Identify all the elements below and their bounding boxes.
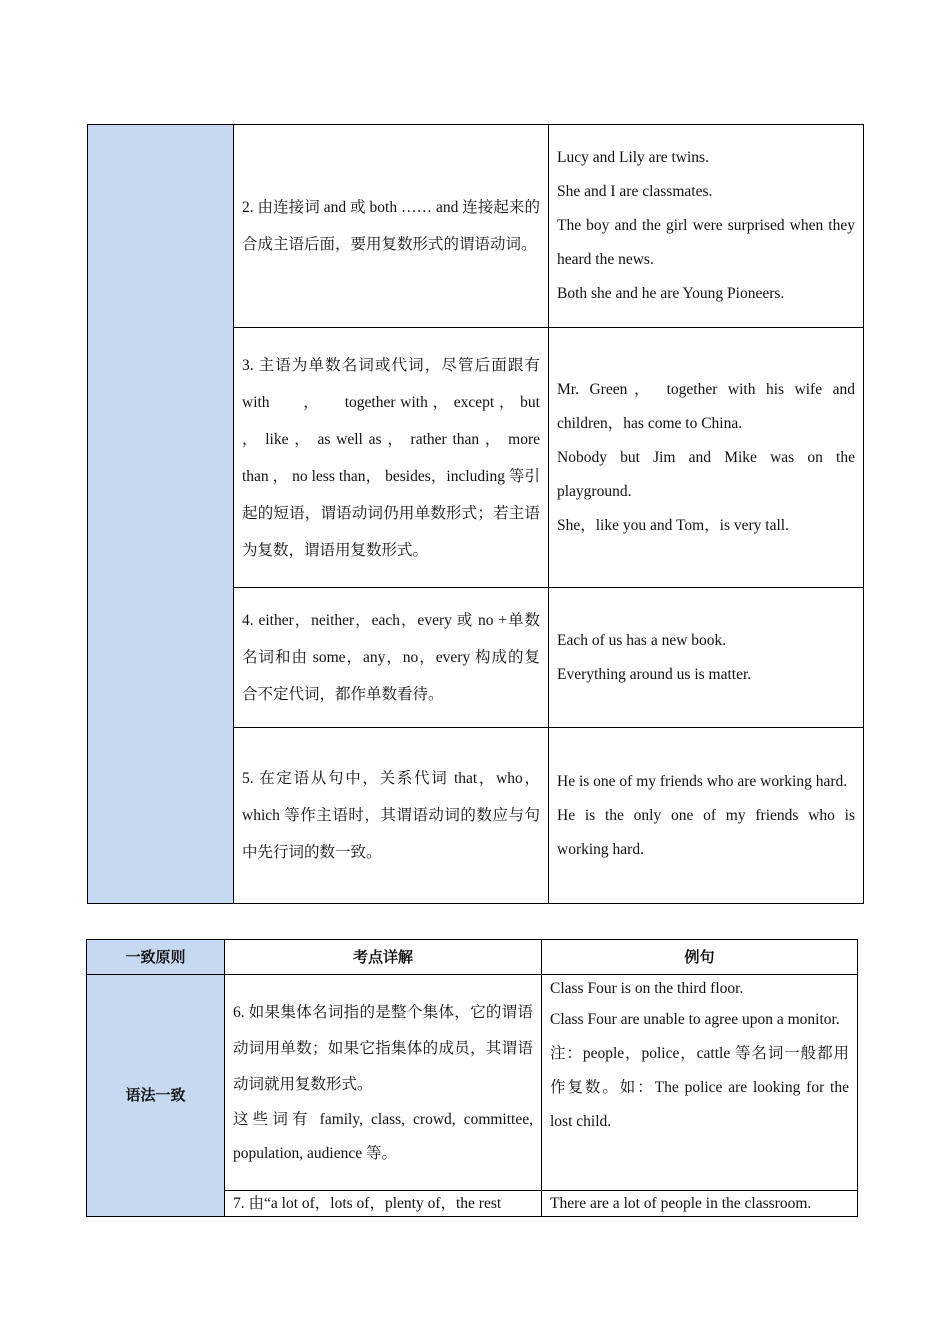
grammar-rules-table xyxy=(86,939,858,1217)
header-principle: 一致原则 xyxy=(87,940,225,975)
header-explanation: 考点详解 xyxy=(225,940,542,975)
rule-cell: 2. 由连接词 and 或 both …… and 连接起来的合成主语后面，要用复数形式的谓语动词。 xyxy=(234,125,549,328)
rule-cell: 6. 如果集体名词指的是整个集体，它的谓语动词用单数；如果它指集体的成员，其谓语动词就用复数形式。 这些词有 family, class, crowd, committee, population, audience 等。 xyxy=(225,975,542,1191)
example-cell: Lucy and Lily are twins. She and I are classmates. The boy and the girl were surprised when they heard the news. Both she and he are Young Pioneers. xyxy=(549,125,864,328)
example-cell: Each of us has a new book. Everything around us is matter. xyxy=(549,588,864,728)
example-cell: Class Four is on the third floor. Class Four are unable to agree upon a monitor. 注：people，police，cattle 等名词一般都用作复数。如：The police are looking for the lost child. xyxy=(542,975,858,1191)
category-cell-shaded xyxy=(88,125,234,904)
rule-cell: 7. 由“a lot of，lots of，plenty of，the rest xyxy=(225,1191,542,1217)
example-cell: There are a lot of people in the classroom. xyxy=(542,1191,858,1217)
category-grammar-agreement: 语法一致 xyxy=(87,975,225,1217)
example-cell: He is one of my friends who are working hard. He is the only one of my friends who is working hard. xyxy=(549,728,864,904)
header-examples: 例句 xyxy=(542,940,858,975)
rule-cell: 3. 主语为单数名词或代词，尽管后面跟有 with ， together with ， except ， but ， like ， as well as ， rather than ， more than ， no less than， besides，including 等引起的短语，谓语动词仍用单数形式；若主语为复数，谓语用复数形式。 xyxy=(234,328,549,588)
grammar-rules-table-continued xyxy=(87,124,864,904)
rule-cell: 5. 在定语从句中，关系代词 that，who，which 等作主语时，其谓语动词的数应与句中先行词的数一致。 xyxy=(234,728,549,904)
example-cell: Mr. Green， together with his wife and children，has come to China. Nobody but Jim and Mike was on the playground. She，like you and Tom，is very tall. xyxy=(549,328,864,588)
rule-cell: 4. either，neither，each，every 或 no +单数名词和由 some，any，no，every 构成的复合不定代词，都作单数看待。 xyxy=(234,588,549,728)
